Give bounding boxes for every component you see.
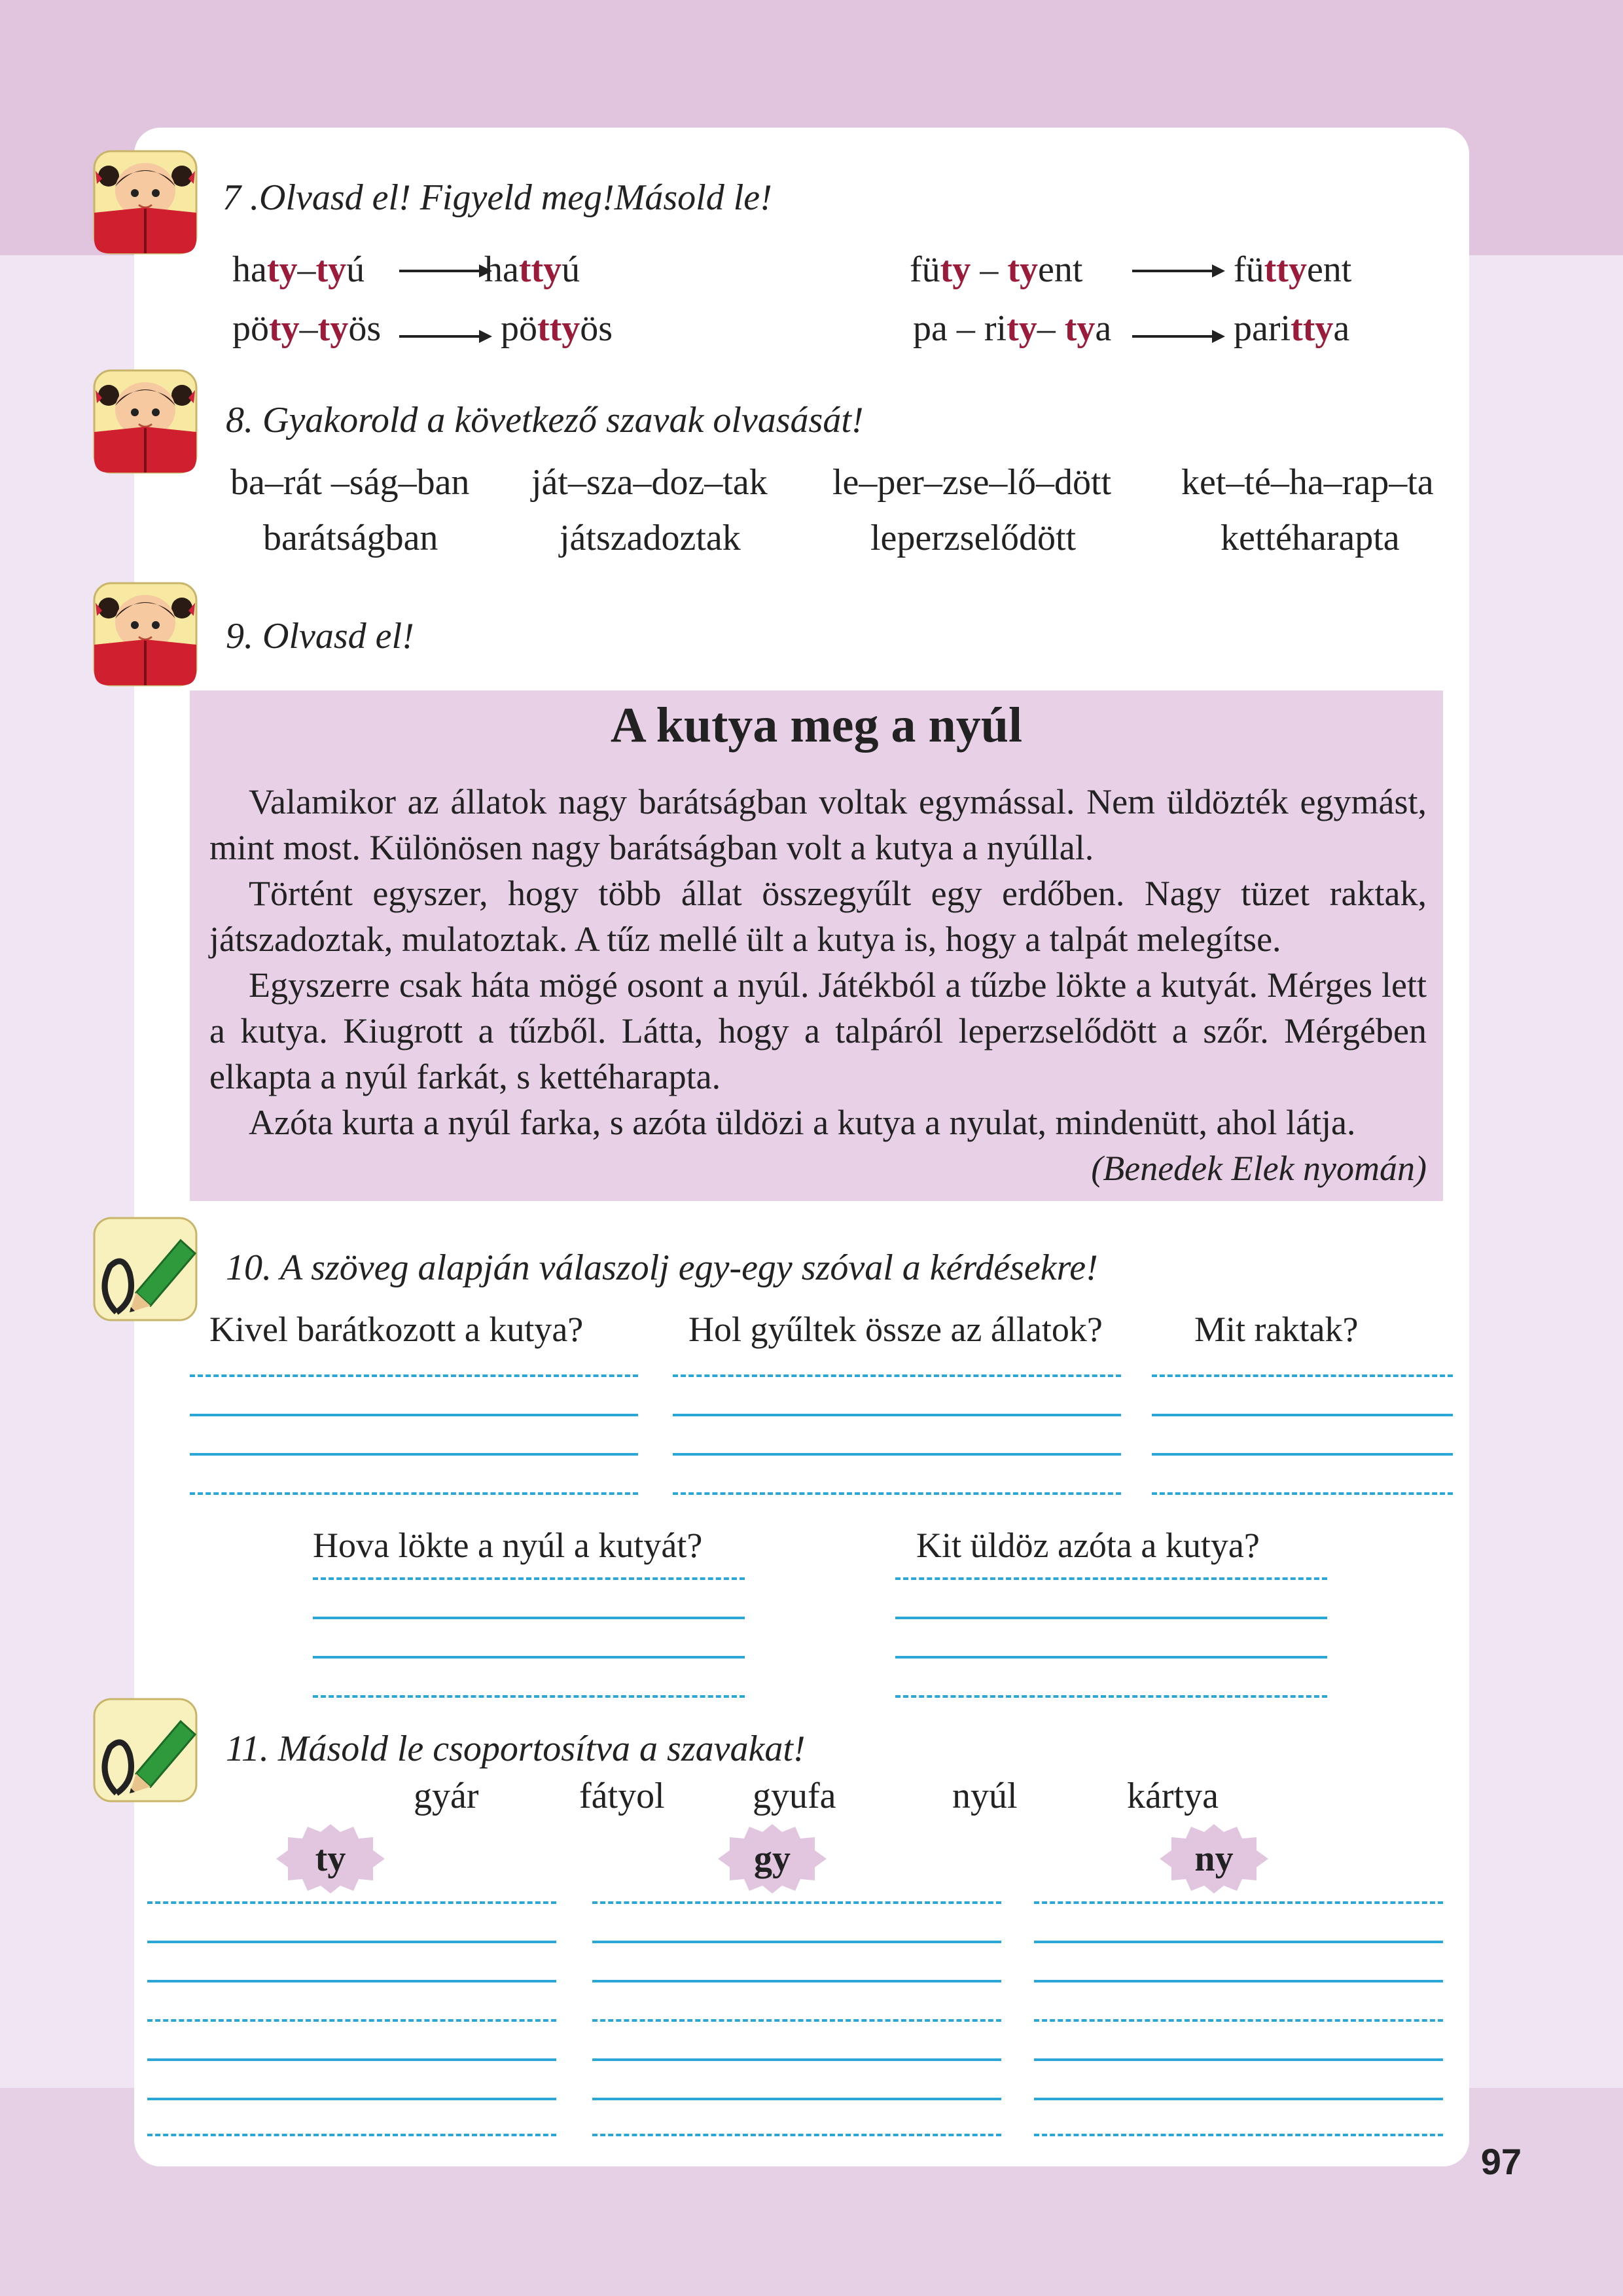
story-title: A kutya meg a nyúl [610,698,1023,753]
word-to-sort: gyufa [753,1776,836,1816]
writing-line[interactable] [895,1695,1327,1698]
writing-line[interactable] [592,2058,1001,2061]
writing-line[interactable] [1034,2058,1443,2061]
ex8-split-word: ba–rát –ság–ban [230,462,470,503]
ex7-row4-syllables: pa – rity– tya [913,308,1112,349]
ex7-row3-result: pöttyös [501,308,613,349]
writing-line[interactable] [147,1941,556,1943]
writing-line[interactable] [673,1453,1121,1456]
story-paragraph: Történt egyszer, hogy több állat összegyűlt egy erdőben. Nagy tüzet raktak, játszadoztak, mulatoztak. A tűz mellé ült a kutya is, hogy a talpát melegítse. [209,874,1427,959]
ex11-instruction: 11. Másold le csoportosítva a szavakat! [226,1729,806,1769]
group-badge-ty: ty [275,1823,386,1895]
girl-reading-book-icon [90,367,200,476]
writing-line[interactable] [1034,2019,1443,2022]
arrow-icon [1132,262,1227,281]
story-paragraph: Valamikor az állatok nagy barátságban voltak egymással. Nem üldözték egymást, mint most. Különösen nagy barátságban volt a kutya a nyúllal. [209,782,1427,867]
story-author: (Benedek Elek nyomán) [1091,1149,1427,1188]
writing-line[interactable] [313,1577,745,1580]
answer-lines[interactable] [147,1901,556,2137]
question-label: Mit raktak? [1194,1310,1359,1349]
ex7-row4-result: parittya [1234,308,1350,349]
ex7-row1-result: hattyú [484,249,580,290]
word-to-sort: nyúl [952,1776,1018,1816]
writing-line[interactable] [592,1901,1001,1904]
writing-line[interactable] [673,1414,1121,1416]
ex8-whole-word: leperzselődött [870,518,1077,558]
ex7-row2-syllables: füty – tyent [910,249,1083,290]
arrow-icon [399,262,494,281]
pencil-writing-icon [90,1695,200,1805]
girl-reading-book-icon [90,147,200,257]
pencil-writing-icon [90,1214,200,1324]
answer-lines[interactable] [673,1374,1121,1496]
writing-line[interactable] [1152,1414,1453,1416]
answer-lines[interactable] [190,1374,638,1496]
writing-line[interactable] [592,1941,1001,1943]
ex7-row3-syllables: pöty–työs [232,308,382,349]
question-label: Hol gyűltek össze az állatok? [688,1310,1103,1349]
group-badge-ny: ny [1158,1823,1270,1895]
writing-line[interactable] [147,2098,556,2100]
writing-line[interactable] [147,2019,556,2022]
ex8-split-word: le–per–zse–lő–dött [832,462,1112,503]
answer-lines[interactable] [592,1901,1001,2137]
writing-line[interactable] [147,2058,556,2061]
word-to-sort: fátyol [579,1776,665,1816]
story-text [209,779,1427,1191]
writing-line[interactable] [592,1980,1001,1982]
ex8-split-word: ket–té–ha–rap–ta [1181,462,1434,503]
question-label: Kivel barátkozott a kutya? [209,1310,584,1349]
ex7-instruction: 7 .Olvasd el! Figyeld meg!Másold le! [223,177,772,218]
word-to-sort: kártya [1127,1776,1219,1816]
arrow-icon [399,327,494,347]
writing-line[interactable] [313,1695,745,1698]
writing-line[interactable] [147,1980,556,1982]
writing-line[interactable] [313,1656,745,1659]
ex9-instruction: 9. Olvasd el! [226,616,414,656]
writing-line[interactable] [895,1577,1327,1580]
writing-line[interactable] [190,1453,638,1456]
page-number: 97 [1480,2141,1522,2182]
writing-line[interactable] [592,2019,1001,2022]
ex7-row2-result: füttyent [1234,249,1352,290]
writing-line[interactable] [673,1374,1121,1377]
story-paragraph: Egyszerre csak háta mögé osont a nyúl. Játékból a tűzbe lökte a kutyát. Mérges lett a kutya. Kiugrott a tűzből. Látta, hogy a talpáról leperzselődött a szőr. Mérgében elkapta a nyúl farkát, s kettéharapta. [209,965,1427,1096]
answer-lines[interactable] [1034,1901,1443,2137]
question-label: Kit üldöz azóta a kutya? [916,1526,1260,1565]
ex7-row1-syllables: haty–tyú [232,249,365,290]
writing-line[interactable] [190,1374,638,1377]
word-to-sort: gyár [414,1776,479,1816]
writing-line[interactable] [1034,1941,1443,1943]
writing-line[interactable] [895,1656,1327,1659]
answer-lines[interactable] [1152,1374,1453,1496]
arrow-icon [1132,327,1227,347]
writing-line[interactable] [147,1901,556,1904]
writing-line[interactable] [673,1492,1121,1495]
writing-line[interactable] [592,2098,1001,2100]
writing-line[interactable] [1152,1453,1453,1456]
ex8-whole-word: játszadoztak [560,518,741,558]
story-paragraph: Azóta kurta a nyúl farka, s azóta üldözi a kutya a nyulat, mindenütt, ahol látja. [249,1103,1356,1142]
answer-lines[interactable] [313,1577,745,1698]
writing-line[interactable] [313,1617,745,1619]
writing-line[interactable] [190,1414,638,1416]
writing-line[interactable] [147,2134,556,2136]
ex8-whole-word: barátságban [263,518,438,558]
answer-lines[interactable] [895,1577,1327,1698]
group-badge-gy: gy [717,1823,828,1895]
writing-line[interactable] [1034,1901,1443,1904]
writing-line[interactable] [190,1492,638,1495]
ex8-split-word: ját–sza–doz–tak [531,462,768,503]
writing-line[interactable] [592,2134,1001,2136]
writing-line[interactable] [1034,2098,1443,2100]
writing-line[interactable] [895,1617,1327,1619]
writing-line[interactable] [1152,1374,1453,1377]
girl-reading-book-icon [90,579,200,689]
writing-line[interactable] [1152,1492,1453,1495]
writing-line[interactable] [1034,2134,1443,2136]
question-label: Hova lökte a nyúl a kutyát? [313,1526,703,1565]
writing-line[interactable] [1034,1980,1443,1982]
ex8-instruction: 8. Gyakorold a következő szavak olvasását! [226,400,864,440]
ex10-instruction: 10. A szöveg alapján válaszolj egy-egy szóval a kérdésekre! [226,1247,1098,1288]
ex8-whole-word: kettéharapta [1221,518,1400,558]
